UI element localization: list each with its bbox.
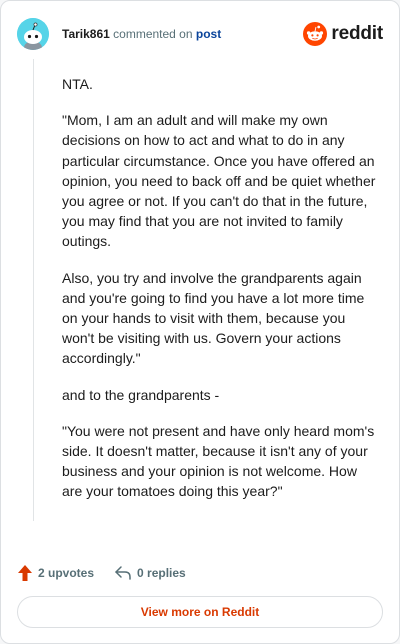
reply-count: 0 replies <box>137 566 186 580</box>
username[interactable]: Tarik861 <box>62 27 110 41</box>
comment-header <box>17 18 383 50</box>
avatar[interactable] <box>17 18 49 50</box>
upvote-button[interactable] <box>17 564 94 582</box>
reply-icon <box>114 565 132 581</box>
post-link[interactable]: post <box>195 27 222 41</box>
comment-actions <box>17 561 206 585</box>
action-text: commented on <box>113 27 193 41</box>
reply-button[interactable] <box>114 565 186 581</box>
comment-paragraph: and to the grandparents - <box>62 386 220 403</box>
reddit-logo[interactable] <box>303 21 383 47</box>
upvote-arrow-icon <box>17 564 33 582</box>
snoo-avatar-icon <box>17 18 49 50</box>
reddit-icon <box>303 22 327 46</box>
comment-paragraph: Also, you try and involve the grandparents again and you're going to find you have a lot more time on your hands to visit with them, because you won't be visiting with us. Govern your actions accordingly." <box>62 269 365 367</box>
comment-paragraph: NTA. <box>62 76 93 92</box>
comment-meta <box>62 27 221 41</box>
comment-paragraph: "Mom, I am an adult and will make my own decisions on how to act and what to do in any particular circumstance. Once you have offered an opinion, you need to back off and be quiet whether you agree or not. If you can't do that in the future, you may find that you are not invited to family outings. <box>62 112 376 250</box>
thread-line[interactable] <box>33 59 34 521</box>
upvote-count: 2 upvotes <box>38 566 95 580</box>
view-more-button[interactable]: View more on Reddit <box>17 596 383 628</box>
comment-body <box>62 74 377 518</box>
comment-paragraph: "You were not present and have only heard mom's side. It doesn't matter, because it isn't any of your business and your opinion is not welcome. How are your tomatoes doing this year?" <box>62 422 375 500</box>
brand-wordmark: reddit <box>331 23 383 44</box>
